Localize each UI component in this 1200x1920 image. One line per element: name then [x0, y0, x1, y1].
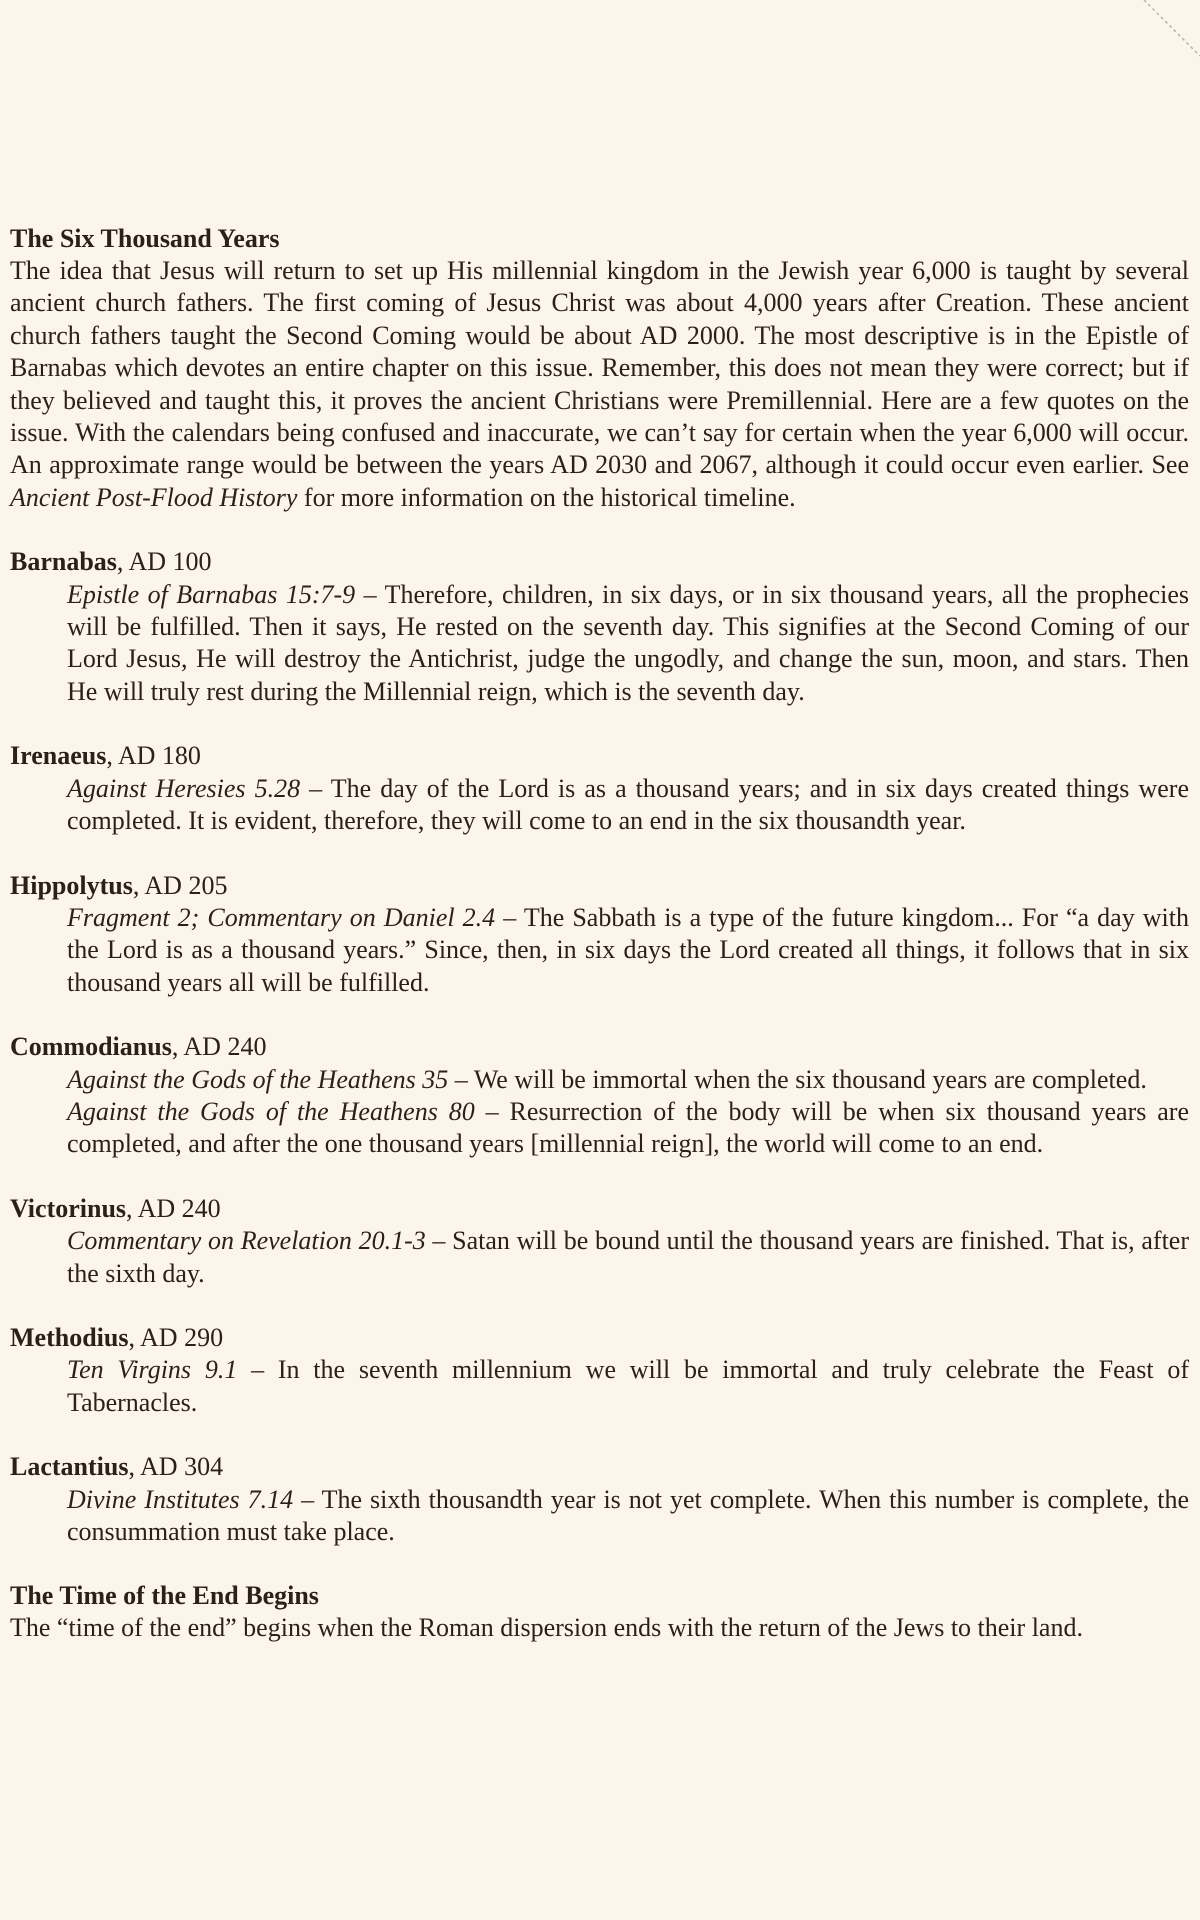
father-name: Commodianus — [10, 1032, 172, 1062]
quote — [67, 902, 1189, 999]
father-heading — [10, 740, 1189, 772]
father-heading — [10, 1031, 1189, 1063]
quote — [67, 1354, 1189, 1419]
father-date: , AD 304 — [128, 1452, 224, 1482]
quote — [67, 773, 1189, 838]
church-father-lactantius — [10, 1451, 1189, 1548]
quote-text: – In the seventh millennium we will be immortal and truly celebrate the Feast of Tabernacles. — [67, 1355, 1189, 1417]
church-father-barnabas — [10, 546, 1189, 708]
quote-source: Ten Virgins 9.1 — [67, 1355, 238, 1385]
father-name: Methodius — [10, 1322, 129, 1352]
quote-source: Epistle of Barnabas 15:7-9 — [67, 579, 356, 609]
father-date: , AD 100 — [116, 547, 212, 577]
quote — [67, 579, 1189, 709]
church-father-methodius — [10, 1322, 1189, 1419]
quote-source: Fragment 2; Commentary on Daniel 2.4 — [67, 902, 496, 932]
quote-source: Against Heresies 5.28 — [67, 773, 301, 803]
quote-text: – Satan will be bound until the thousand years are finished. That is, after the sixth day. — [67, 1226, 1189, 1288]
father-heading — [10, 870, 1189, 902]
church-father-commodianus — [10, 1031, 1189, 1161]
father-name: Lactantius — [10, 1452, 129, 1482]
page-corner-fold — [1140, 0, 1200, 60]
quote-source: Against the Gods of the Heathens 35 — [67, 1064, 449, 1094]
quote — [67, 1064, 1189, 1096]
father-date: , AD 205 — [132, 870, 228, 900]
father-name: Irenaeus — [10, 741, 107, 771]
quote — [67, 1484, 1189, 1549]
quote-text: – We will be immortal when the six thousand years are completed. — [448, 1064, 1147, 1094]
church-father-irenaeus — [10, 740, 1189, 837]
quote-source: Against the Gods of the Heathens 80 — [67, 1096, 475, 1126]
document-content — [10, 223, 1189, 1645]
father-heading — [10, 546, 1189, 578]
quote-text: – The day of the Lord is as a thousand years; and in six days created things were completed. It is evident, therefore, they will come to an end in the six thousandth year. — [67, 773, 1189, 836]
quote-text: – Therefore, children, in six days, or in six thousand years, all the prophecies will be fulfilled. Then it says, He rested on the seventh day. This signifies at the Second Coming of our Lord Jesus, He will destroy the Antichrist, judge the ungodly, and change the sun, moon, and stars. Then He will truly rest during the Millennial reign, which is the seventh day. — [67, 579, 1189, 706]
father-heading — [10, 1451, 1189, 1483]
father-name: Barnabas — [10, 547, 117, 577]
intro-paragraph — [10, 255, 1189, 514]
quote — [67, 1225, 1189, 1290]
father-heading — [10, 1193, 1189, 1225]
section-title: The Six Thousand Years — [10, 224, 280, 253]
intro-text-part1: The idea that Jesus will return to set up His millennial kingdom in the Jewish year 6,000 is taught by several ancient church fathers. The first coming of Jesus Christ was about 4,000 years after Creation. These ancient church fathers taught the Second Coming would be about AD 2000. The most descriptive is in the Epistle of Barnabas which devotes an entire chapter on this issue. Remember, this does not mean they were correct; but if they believed and taught this, it proves the ancient Christians were Premillennial. Here are a few quotes on the issue. With the calendars being confused and inaccurate, we can’t say for certain when the year 6,000 will occur. An approximate range would be between the years AD 2030 and 2067, although it could occur even earlier. See — [10, 256, 1189, 480]
father-name: Victorinus — [10, 1193, 127, 1223]
quote-text: – Resurrection of the body will be when six thousand years are completed, and after the one thousand years [millennial reign], the world will come to an end. — [67, 1096, 1189, 1159]
quote-text: – The sixth thousandth year is not yet complete. When this number is complete, the consummation must take place. — [67, 1484, 1189, 1546]
intro-text-part2: for more information on the historical timeline. — [297, 482, 796, 512]
father-date: , AD 240 — [171, 1032, 267, 1062]
father-name: Hippolytus — [10, 870, 133, 900]
section-title: The Time of the End Begins — [10, 1581, 319, 1611]
quote — [67, 1096, 1189, 1161]
church-father-hippolytus — [10, 870, 1189, 1000]
father-date: , AD 290 — [128, 1322, 224, 1352]
quote-text: – The Sabbath is a type of the future kingdom... For “a day with the Lord is as a thousand years.” Since, then, in six days the Lord created all things, it follows that in six thousand years all will be fulfilled. — [67, 902, 1190, 997]
reference-link: Ancient Post-Flood History — [10, 482, 298, 512]
quote-source: Divine Institutes 7.14 — [67, 1484, 294, 1514]
church-father-victorinus — [10, 1193, 1189, 1290]
father-date: , AD 180 — [106, 741, 201, 771]
quote-source: Commentary on Revelation 20.1-3 — [67, 1226, 426, 1256]
father-date: , AD 240 — [126, 1193, 221, 1223]
section-paragraph: The “time of the end” begins when the Roman dispersion ends with the return of the Jews to their land. — [10, 1613, 1083, 1643]
father-heading — [10, 1322, 1189, 1354]
